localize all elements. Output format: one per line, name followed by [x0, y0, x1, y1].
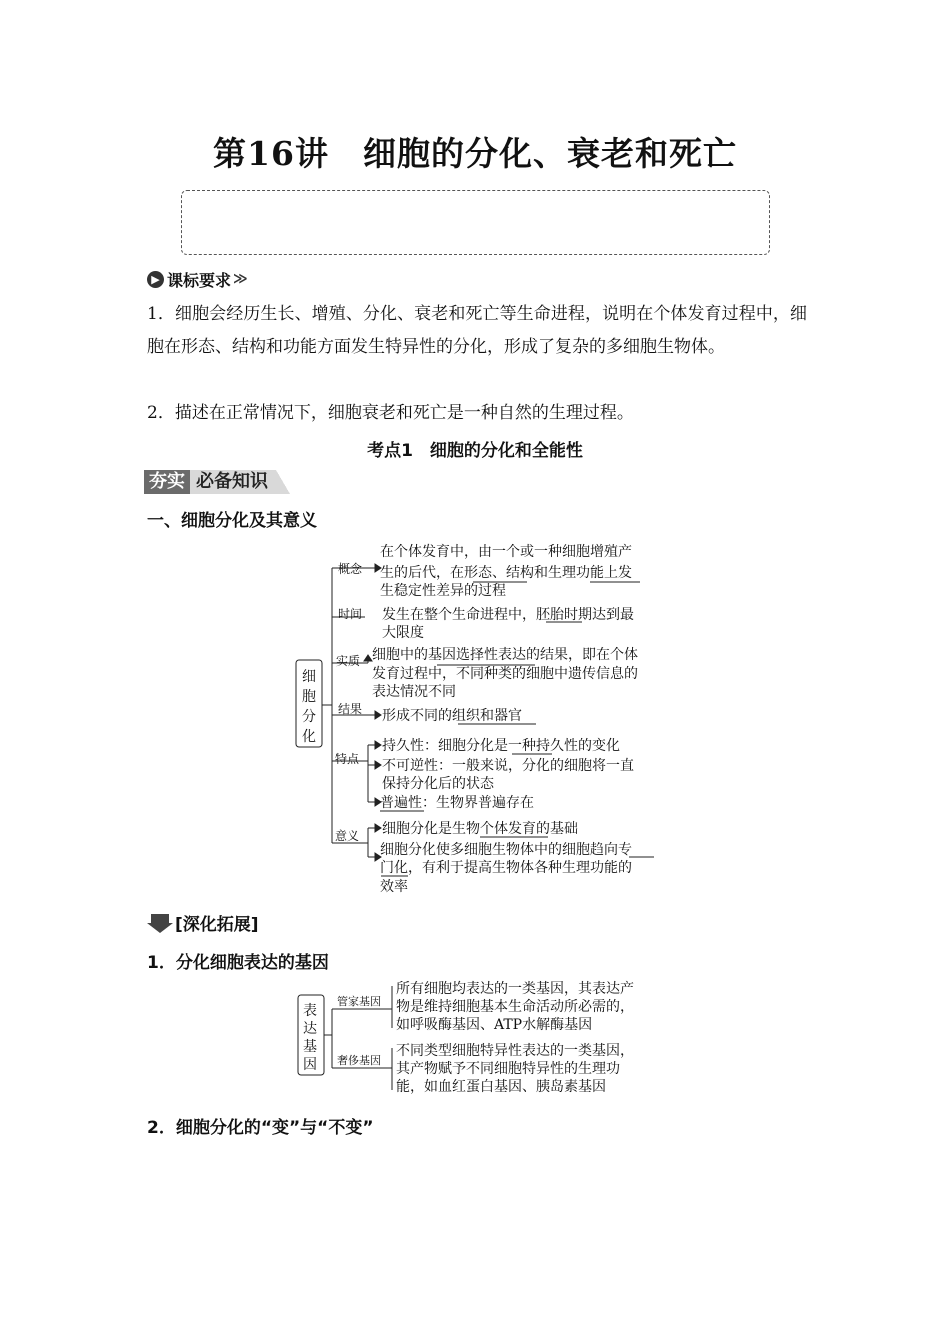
- section-badge: [144, 470, 290, 494]
- essence-line-2: 发育过程中，不同种类的细胞中遗传信息的: [372, 666, 638, 682]
- kaodian-title: 考点1 细胞的分化和全能性: [367, 441, 583, 461]
- feature-item-2-line-1: 不可逆性：一般来说，分化的细胞将一直: [382, 758, 634, 774]
- luxury-line-1: 不同类型细胞特异性表达的一类基因，: [396, 1043, 634, 1059]
- concept-line-1: 在个体发育中，由一个或一种细胞增殖产: [380, 544, 632, 560]
- deepening-heading: [147, 910, 259, 935]
- feature-item-2-line-2: 保持分化后的状态: [382, 776, 494, 792]
- concept-line-3: 生稳定性差异的过程: [380, 583, 506, 599]
- result-line-1: 形成不同的组织和器官: [382, 708, 522, 724]
- requirements-badge: [147, 268, 248, 290]
- time-line-1: 发生在整个生命进程中，胚胎时期达到最: [382, 607, 634, 623]
- diagram2-root-char-2: 达: [303, 1021, 317, 1037]
- feature-item-3: 普遍性：生物界普遍存在: [380, 795, 534, 811]
- double-chevron-icon: ≫: [233, 271, 248, 287]
- branch-label-meaning: 意义: [335, 829, 360, 843]
- branch-label-features: 特点: [335, 752, 360, 766]
- meaning-item-2-line-1: 细胞分化使多细胞生物体中的细胞趋向专: [380, 842, 632, 858]
- dashed-frame: [181, 190, 770, 255]
- diagram1-root-char-3: 分: [302, 709, 316, 725]
- luxury-line-3: 能，如血红蛋白基因、胰岛素基因: [396, 1079, 606, 1095]
- concept-line-2: 生的后代，在形态、结构和生理功能上发: [380, 565, 632, 581]
- meaning-item-2-line-2: 门化，有利于提高生物体各种生理功能的: [380, 860, 632, 876]
- time-line-2: 大限度: [382, 625, 424, 641]
- diagram1-root-char-2: 胞: [302, 689, 316, 705]
- diagram1-root-char-1: 细: [302, 669, 316, 685]
- branch-label-result: 结果: [338, 702, 363, 716]
- differentiation-diagram: [290, 535, 670, 905]
- diagram1-root-char-4: 化: [302, 729, 316, 745]
- gene-expression-diagram: [292, 978, 672, 1100]
- housekeeping-label: 管家基因: [337, 995, 381, 1008]
- page-title: 第16讲 细胞的分化、衰老和死亡: [213, 134, 737, 173]
- housekeeping-line-2: 物是维持细胞基本生命活动所必需的，: [396, 999, 634, 1015]
- section1-heading: 一、细胞分化及其意义: [147, 511, 317, 531]
- meaning-item-1: 细胞分化是生物个体发育的基础: [382, 821, 578, 837]
- essence-line-1: 细胞中的基因选择性表达的结果，即在个体: [372, 647, 638, 663]
- branch-label-time: 时间: [338, 607, 363, 621]
- diagram2-root-char-1: 表: [303, 1003, 317, 1019]
- section-badge-tag: 夯实: [144, 470, 190, 494]
- branch-label-concept: 概念: [338, 562, 363, 576]
- requirement-item-2: 2．描述在正常情况下，细胞衰老和死亡是一种自然的生理过程。: [147, 403, 634, 423]
- housekeeping-line-1: 所有细胞均表达的一类基因，其表达产: [396, 981, 634, 997]
- play-icon: ▶: [147, 271, 164, 288]
- housekeeping-line-3: 如呼吸酶基因、ATP水解酶基因: [396, 1017, 593, 1033]
- essence-line-3: 表达情况不同: [372, 684, 456, 700]
- feature-item-1: 持久性：细胞分化是一种持久性的变化: [382, 738, 620, 754]
- luxury-label: 奢侈基因: [337, 1054, 381, 1067]
- meaning-item-2-line-3: 效率: [380, 879, 408, 895]
- section3-heading: 2．细胞分化的“变”与“不变”: [147, 1118, 374, 1138]
- deepening-label: [深化拓展]: [175, 915, 259, 935]
- requirement-item-1: 1．细胞会经历生长、增殖、分化、衰老和死亡等生命进程，说明在个体发育过程中，细胞在形态、结构和功能方面发生特异性的分化，形成了复杂的多细胞生物体。: [147, 304, 807, 357]
- diagram2-root-char-3: 基: [303, 1039, 317, 1055]
- requirements-badge-label: 课标要求: [167, 270, 232, 290]
- branch-label-essence: 实质: [336, 654, 361, 668]
- diagram2-root-char-4: 因: [303, 1057, 317, 1073]
- luxury-line-2: 其产物赋予不同细胞特异性的生理功: [396, 1061, 620, 1077]
- section-badge-tail: [276, 470, 290, 494]
- down-arrow-icon: [147, 912, 173, 934]
- section2-heading: 1．分化细胞表达的基因: [147, 953, 329, 973]
- section-badge-text: 必备知识: [190, 470, 276, 494]
